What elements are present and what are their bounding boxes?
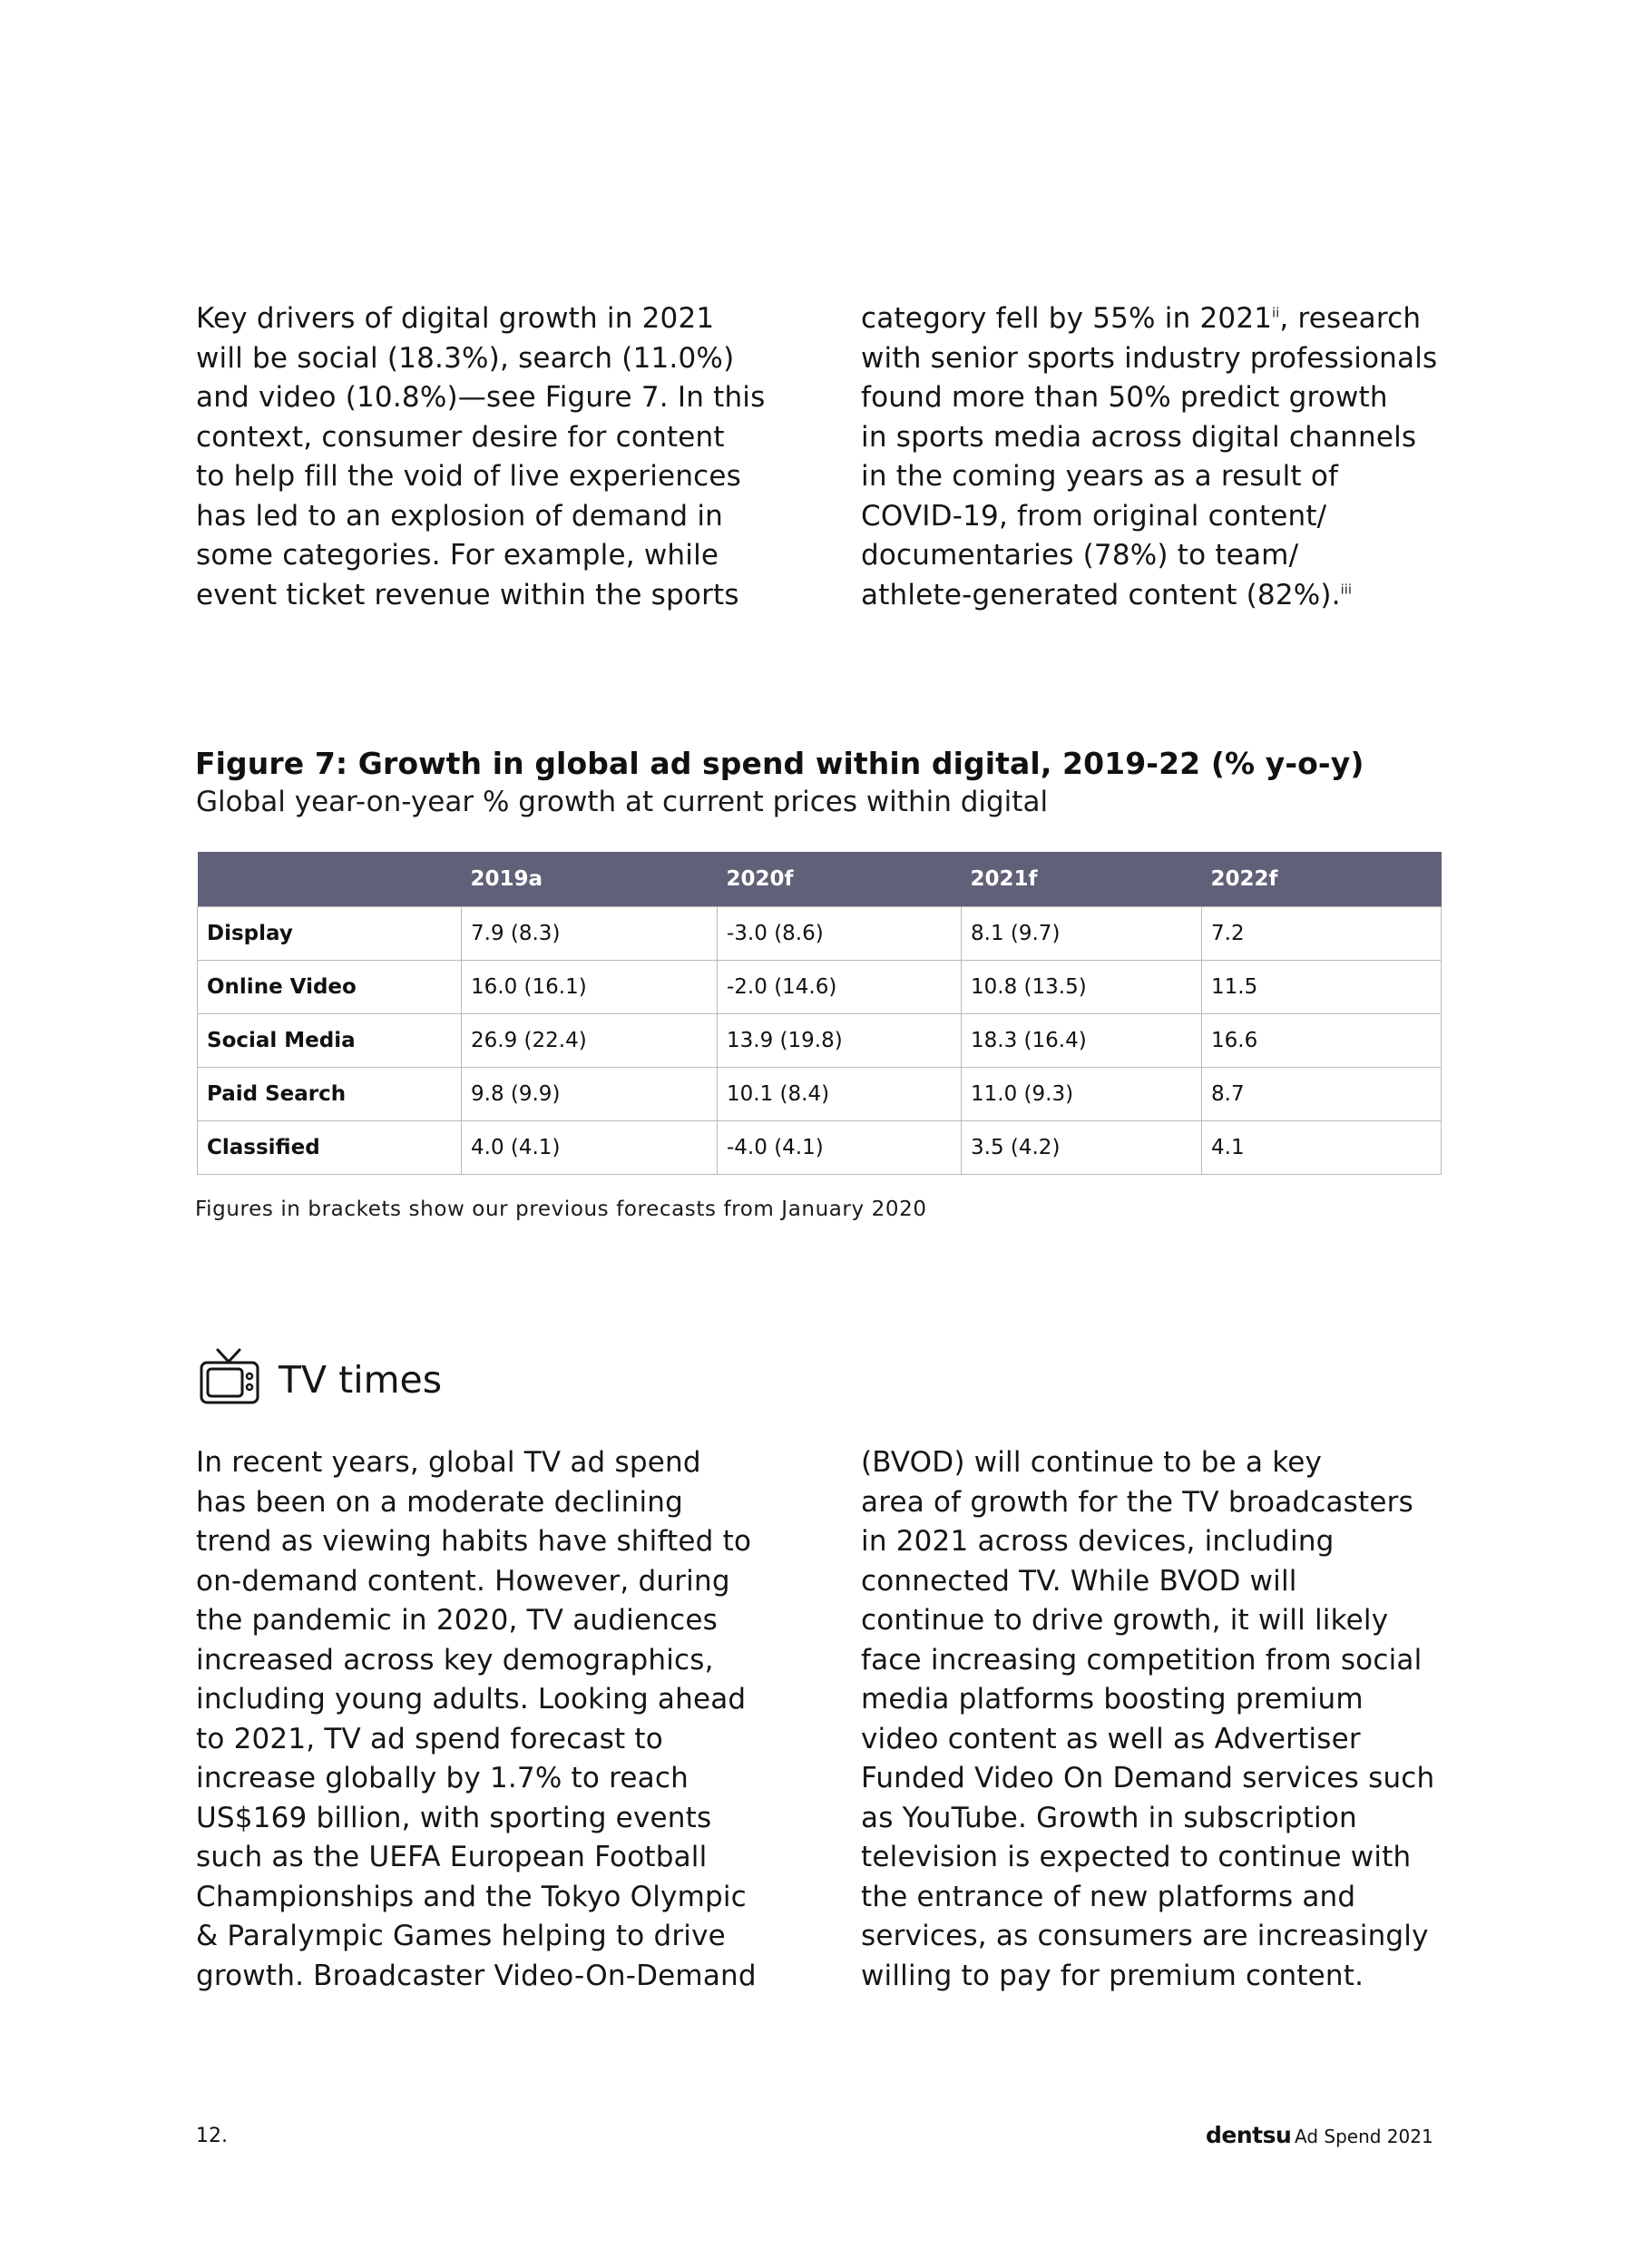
- text-line: event ticket revenue within the sports: [196, 578, 739, 611]
- table-row: [198, 1068, 1442, 1121]
- footnote-ref: ii: [1272, 306, 1280, 321]
- text-line: and video (10.8%)—see Figure 7. In this: [196, 381, 766, 414]
- table-cell: 11.5: [1202, 961, 1442, 1014]
- text-line: the pandemic in 2020, TV audiences: [196, 1604, 718, 1637]
- table-cell: 18.3 (16.4): [962, 1014, 1202, 1068]
- table-row-label: Classified: [198, 1121, 462, 1175]
- text-line: documentaries (78%) to team/: [861, 539, 1299, 572]
- table-row: [198, 907, 1442, 961]
- table-row-label: Paid Search: [198, 1068, 462, 1121]
- table-cell: 8.1 (9.7): [962, 907, 1202, 961]
- text-line: the entrance of new platforms and: [861, 1880, 1356, 1913]
- table-cell: 4.1: [1202, 1121, 1442, 1175]
- text-line: to help fill the void of live experiences: [196, 460, 742, 493]
- text-line: on-demand content. However, during: [196, 1564, 730, 1598]
- intro-left-column: [196, 299, 765, 615]
- table-column-header: 2019a: [462, 852, 718, 907]
- table-cell: -3.0 (8.6): [718, 907, 962, 961]
- table-cell: 10.1 (8.4): [718, 1068, 962, 1121]
- figure-subtitle: Global year-on-year % growth at current prices within digital: [196, 786, 1049, 818]
- section-heading: TV times: [279, 1358, 443, 1402]
- text-line: such as the UEFA European Football: [196, 1841, 708, 1873]
- table-corner-header: [198, 852, 462, 907]
- text-line: US$169 billion, with sporting events: [196, 1801, 712, 1834]
- table-row: [198, 961, 1442, 1014]
- text-line: as YouTube. Growth in subscription: [861, 1801, 1357, 1834]
- text-segment: athlete-generated content (82%).: [861, 578, 1341, 611]
- table-cell: 10.8 (13.5): [962, 961, 1202, 1014]
- table-cell: -2.0 (14.6): [718, 961, 962, 1014]
- table-cell: 26.9 (22.4): [462, 1014, 718, 1068]
- text-line: area of growth for the TV broadcasters: [861, 1485, 1413, 1519]
- table-cell: 11.0 (9.3): [962, 1068, 1202, 1121]
- figure-title: Figure 7: Growth in global ad spend within digital, 2019-22 (% y-o-y): [195, 746, 1364, 781]
- text-line: in sports media across digital channels: [861, 420, 1417, 454]
- text-line: continue to drive growth, it will likely: [861, 1604, 1389, 1637]
- brand-logo: dentsu: [1206, 2122, 1292, 2148]
- text-line: trend as viewing habits have shifted to: [196, 1525, 752, 1558]
- text-line: [861, 576, 1437, 616]
- growth-table: [197, 852, 1442, 1175]
- text-line: will be social (18.3%), search (11.0%): [196, 341, 735, 375]
- text-line: to 2021, TV ad spend forecast to: [196, 1722, 663, 1755]
- text-segment: , research: [1279, 302, 1422, 335]
- text-line: Funded Video On Demand services such: [861, 1762, 1435, 1794]
- text-line: found more than 50% predict growth: [861, 381, 1388, 414]
- text-line: context, consumer desire for content: [196, 420, 725, 454]
- table-cell: 16.6: [1202, 1014, 1442, 1068]
- table-cell: 7.2: [1202, 907, 1442, 961]
- text-line: connected TV. While BVOD will: [861, 1564, 1297, 1598]
- table-cell: 16.0 (16.1): [462, 961, 718, 1014]
- intro-right-column: [861, 299, 1437, 615]
- table-row-label: Online Video: [198, 961, 462, 1014]
- table-row: [198, 1121, 1442, 1175]
- tv-icon: [200, 1348, 259, 1406]
- text-line: video content as well as Advertiser: [861, 1722, 1361, 1755]
- intro-right-lines: [861, 339, 1437, 576]
- table-cell: 13.9 (19.8): [718, 1014, 962, 1068]
- text-line: in 2021 across devices, including: [861, 1525, 1335, 1558]
- table-cell: 3.5 (4.2): [962, 1121, 1202, 1175]
- table-row: [198, 1014, 1442, 1068]
- table-cell: 7.9 (8.3): [462, 907, 718, 961]
- table-cell: -4.0 (4.1): [718, 1121, 962, 1175]
- text-line: growth. Broadcaster Video-On-Demand: [196, 1959, 757, 1992]
- text-line: In recent years, global TV ad spend: [196, 1446, 701, 1479]
- text-line: increase globally by 1.7% to reach: [196, 1762, 689, 1794]
- figure-note: Figures in brackets show our previous forecasts from January 2020: [195, 1198, 927, 1221]
- text-line: services, as consumers are increasingly: [861, 1920, 1429, 1952]
- text-line: & Paralympic Games helping to drive: [196, 1920, 726, 1952]
- text-segment: category fell by 55% in 2021: [861, 302, 1273, 335]
- text-line: has led to an explosion of demand in: [196, 499, 724, 533]
- text-line: including young adults. Looking ahead: [196, 1683, 747, 1716]
- text-line: Key drivers of digital growth in 2021: [196, 302, 715, 335]
- text-line: with senior sports industry professionals: [861, 341, 1438, 375]
- text-line: face increasing competition from social: [861, 1643, 1423, 1677]
- table-column-header: 2020f: [718, 852, 962, 907]
- footnote-ref: iii: [1340, 582, 1353, 598]
- text-line: COVID-19, from original content/: [861, 499, 1327, 533]
- table-column-header: 2022f: [1202, 852, 1442, 907]
- table-row-label: Display: [198, 907, 462, 961]
- text-line: in the coming years as a result of: [861, 460, 1339, 493]
- table-header-row: [198, 852, 1442, 907]
- table-column-header: 2021f: [962, 852, 1202, 907]
- text-line: Championships and the Tokyo Olympic: [196, 1880, 747, 1913]
- page-number: 12.: [196, 2125, 228, 2147]
- text-line: has been on a moderate declining: [196, 1485, 684, 1519]
- table-cell: 8.7: [1202, 1068, 1442, 1121]
- text-line: some categories. For example, while: [196, 539, 719, 572]
- text-line: television is expected to continue with: [861, 1841, 1412, 1873]
- tv-right-column: [861, 1443, 1434, 1996]
- table-cell: 4.0 (4.1): [462, 1121, 718, 1175]
- tv-left-column: [196, 1443, 757, 1996]
- text-line: willing to pay for premium content.: [861, 1959, 1364, 1992]
- text-line: increased across key demographics,: [196, 1643, 714, 1677]
- table-row-label: Social Media: [198, 1014, 462, 1068]
- publication-title: Ad Spend 2021: [1295, 2126, 1433, 2147]
- text-line: [861, 299, 1437, 339]
- text-line: media platforms boosting premium: [861, 1683, 1364, 1716]
- table-body: [198, 907, 1442, 1175]
- table-cell: 9.8 (9.9): [462, 1068, 718, 1121]
- text-line: (BVOD) will continue to be a key: [861, 1446, 1323, 1479]
